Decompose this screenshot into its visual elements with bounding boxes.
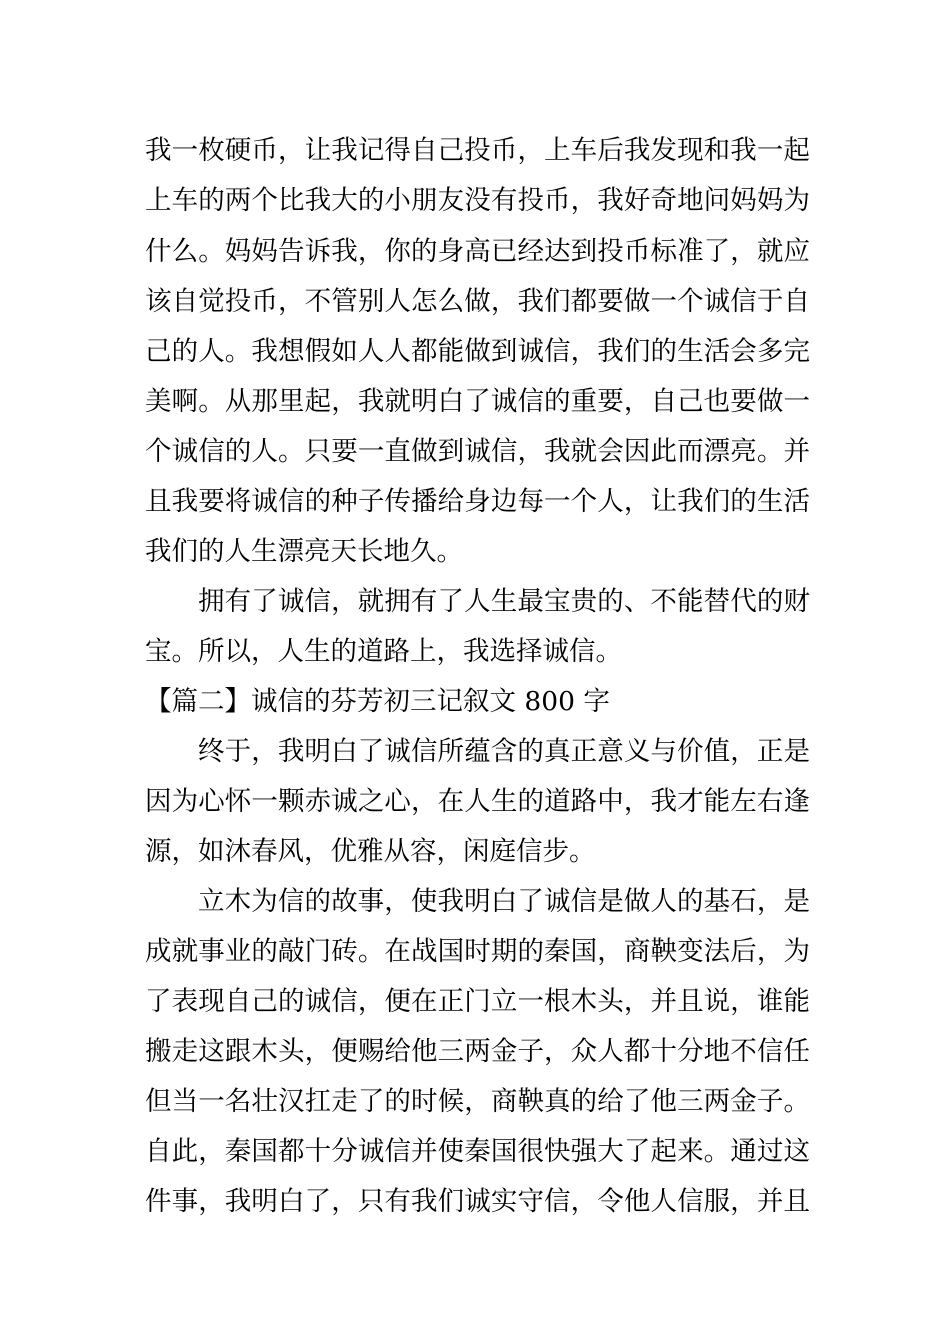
paragraph-first-line: 立木为信的故事，使我明白了诚信是做人的基石，是 [198, 886, 810, 917]
paragraph-first-line: 终于，我明白了诚信所蕴含的真正意义与价值，正是 [198, 736, 810, 767]
text-line: 了表现自己的诚信，便在正门立一根木头，并且说，谁能 [145, 986, 810, 1017]
text-line: 源，如沐春风，优雅从容，闲庭信步。 [145, 836, 596, 867]
text-line: 成就事业的敲门砖。在战国时期的秦国，商鞅变法后，为 [145, 936, 810, 967]
text-line: 自此，秦国都十分诚信并使秦国很快强大了起来。通过这 [145, 1136, 810, 1167]
section-heading: 【篇二】诚信的芬芳初三记叙文 800 字 [145, 686, 610, 717]
text-line: 因为心怀一颗赤诚之心，在人生的道路中，我才能左右逢 [145, 786, 810, 817]
text-line: 搬走这跟木头，便赐给他三两金子，众人都十分地不信任 [145, 1036, 810, 1067]
text-line: 什么。妈妈告诉我，你的身高已经达到投币标准了，就应 [145, 236, 810, 267]
text-line: 件事，我明白了，只有我们诚实守信，令他人信服，并且 [145, 1186, 810, 1217]
text-line: 该自觉投币，不管别人怎么做，我们都要做一个诚信于自 [145, 286, 810, 317]
paragraph-first-line: 拥有了诚信，就拥有了人生最宝贵的、不能替代的财 [198, 586, 810, 617]
text-line: 个诚信的人。只要一直做到诚信，我就会因此而漂亮。并 [145, 436, 810, 467]
text-line: 美啊。从那里起，我就明白了诚信的重要，自己也要做一 [145, 386, 810, 417]
text-line: 但当一名壮汉扛走了的时候，商鞅真的给了他三两金子。 [145, 1086, 810, 1117]
text-line: 己的人。我想假如人人都能做到诚信，我们的生活会多完 [145, 336, 810, 367]
text-line: 我们的人生漂亮天长地久。 [145, 536, 463, 567]
text-line: 且我要将诚信的种子传播给身边每一个人，让我们的生活 [145, 486, 810, 517]
text-line: 上车的两个比我大的小朋友没有投币，我好奇地问妈妈为 [145, 185, 810, 216]
text-line: 宝。所以，人生的道路上，我选择诚信。 [145, 636, 622, 667]
text-line: 我一枚硬币，让我记得自己投币，上车后我发现和我一起 [145, 135, 810, 166]
